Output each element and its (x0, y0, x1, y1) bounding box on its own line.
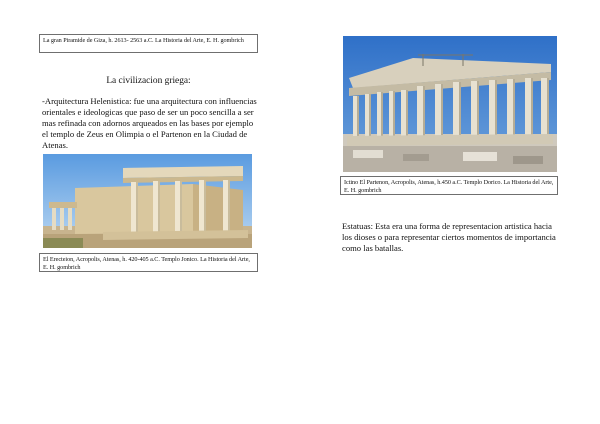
erecteion-illustration (43, 154, 252, 248)
statues-paragraph: Estatuas: Esta era una forma de representacion artistica hacia los dioses o para representar ciertos momentos de importancia como las batallas. (342, 221, 556, 253)
caption-pyramid: La gran Piramide de Giza, h. 2613- 2563 a.C. La Historia del Arte, E. H. gombrich (39, 34, 258, 53)
architecture-paragraph: -Arquitectura Helenistica: fue una arquitectura con influencias orientales e ideologicas que paso de ser un poco sencilla a ser mas refinada con adornos arqueados en las bases por ejemplo el templo de Zeus en Olimpia o el Partenon en la Ciudad de Atenas. (42, 96, 257, 150)
caption-erecteion: El Erecteion, Acropolis, Atenas, h. 420-405 a.C. Templo Jonico. La Historia del Arte, E. H. gombrich (39, 253, 258, 272)
parthenon-illustration (343, 36, 557, 172)
section-title: La civilizacion griega: (106, 76, 191, 86)
parthenon-photo (343, 36, 557, 172)
caption-parthenon: Ictino El Partenon, Acropolis, Atenas, h.450 a.C. Templo Dorico. La Historia del Arte, E. H. gombrich (340, 176, 558, 195)
erecteion-photo (43, 154, 252, 248)
